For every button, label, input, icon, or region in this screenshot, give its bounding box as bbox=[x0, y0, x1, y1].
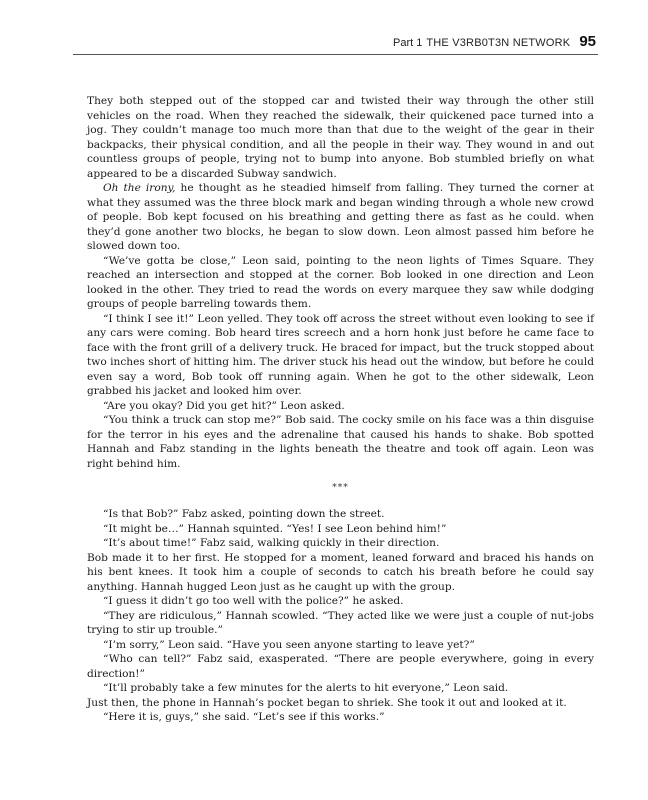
page-number: 95 bbox=[579, 33, 596, 50]
paragraph: “Are you okay? Did you get hit?” Leon asked. bbox=[103, 399, 345, 412]
paragraph: “They are ridiculous,” Hannah scowled. “They acted like we were just a couple of nut-jobs trying to stir up trouble.” bbox=[87, 609, 594, 636]
paragraph: “It’s about time!” Fabz said, walking quickly in their direction. bbox=[103, 537, 440, 549]
paragraph: Just then, the phone in Hannah’s pocket began to shriek. She took it out and looked at it. bbox=[87, 696, 567, 709]
scene-break: *** bbox=[332, 483, 349, 493]
paragraph: “You think a truck can stop me?” Bob said. The cocky smile on his face was a thin disguise for the terror in his eyes and the adrenaline that caused his hands to shake. Bob spotted Hannah and Fabz standing in the lights beneath the theatre and took off again. Leon was right behind him. bbox=[87, 414, 594, 470]
paragraph bbox=[87, 181, 594, 254]
text-block-1 bbox=[87, 94, 594, 471]
paragraph: Bob made it to her first. He stopped for a moment, leaned forward and braced his hands on his bent knees. It took him a couple of seconds to catch his breath before he could say anything. Hannah hugged Leon just as he caught up with the group. bbox=[87, 551, 594, 593]
paragraph: “I’m sorry,” Leon said. “Have you seen anyone starting to leave yet?” bbox=[103, 638, 475, 651]
paragraph: “Here it is, guys,” she said. “Let’s see if this works.” bbox=[103, 711, 385, 723]
italic-phrase: Oh the irony, bbox=[103, 182, 176, 194]
header-rule bbox=[73, 54, 598, 55]
paragraph: “We’ve gotta be close,” Leon said, pointing to the neon lights of Times Square. They reached an intersection and stopped at the corner. Bob looked in one direction and Leon looked in the other. They tried to read the words on every marquee they saw while dodging groups of people barreling towards them. bbox=[87, 254, 594, 310]
paragraph: “It’ll probably take a few minutes for the alerts to hit everyone,” Leon said. bbox=[103, 682, 509, 694]
running-header bbox=[0, 33, 596, 53]
paragraph: “Is that Bob?” Fabz asked, pointing down the street. bbox=[103, 508, 385, 520]
header-book-title: THE V3RB0T3N NETWORK bbox=[426, 37, 571, 49]
header-part-label: Part 1 bbox=[392, 37, 423, 49]
paragraph-rest: he thought as he steadied himself from falling. They turned the corner at what they assumed was the three block mark and began winding through a whole new crowd of people. Bob kept focused on his breathing and getting there as fast as he could. when they’d gone another two blocks, he began to slow down. Leon almost passed him before he slowed down too. bbox=[87, 182, 594, 252]
paragraph: “I guess it didn’t go too well with the police?” he asked. bbox=[103, 595, 404, 607]
paragraph: “It might be…” Hannah squinted. “Yes! I see Leon behind him!” bbox=[103, 522, 447, 535]
paragraph: “Who can tell?” Fabz said, exasperated. “There are people everywhere, going in every direction!” bbox=[87, 653, 594, 680]
paragraph: They both stepped out of the stopped car and twisted their way through the other still vehicles on the road. When they reached the sidewalk, their quickened pace turned into a jog. They couldn’t manage too much more than that due to the weight of the gear in their backpacks, their physical condition, and all the people in their way. They wound in and out countless groups of people, trying not to bump into anyone. Bob stumbled briefly on what appeared to be a discarded Subway sandwich. bbox=[87, 95, 594, 180]
paragraph: “I think I see it!” Leon yelled. They took off across the street without even looking to see if any cars were coming. Bob heard tires screech and a horn honk just before he came face to face with the front grill of a delivery truck. He braced for impact, but the truck stopped about two inches short of hitting him. The driver stuck his head out the window, but before he could even say a word, Bob took off running again. When he got to the other sidewalk, Leon grabbed his jacket and looked him over. bbox=[87, 312, 594, 397]
text-block-2 bbox=[87, 507, 594, 725]
